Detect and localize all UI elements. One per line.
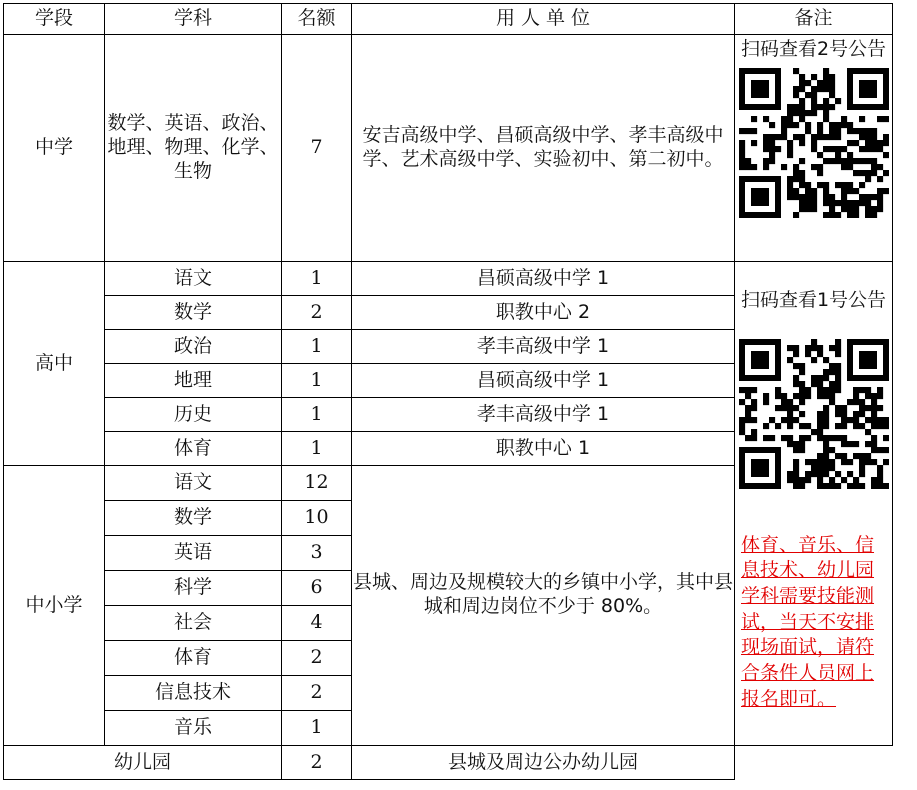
subject-cell: 英语 bbox=[105, 536, 282, 571]
header-subject: 学科 bbox=[105, 4, 282, 35]
quota-cell: 1 bbox=[282, 398, 352, 432]
remark-cell bbox=[735, 35, 893, 262]
subject-cell: 音乐 bbox=[105, 711, 282, 746]
employer-cell: 安吉高级中学、昌硕高级中学、孝丰高级中学、艺术高级中学、实验初中、第二初中。 bbox=[352, 35, 735, 262]
subject-cell: 社会 bbox=[105, 606, 282, 641]
quota-cell: 1 bbox=[282, 262, 352, 296]
header-employer: 用 人 单 位 bbox=[352, 4, 735, 35]
quota-cell: 2 bbox=[282, 641, 352, 676]
quota-cell: 2 bbox=[282, 676, 352, 711]
subject-cell: 信息技术 bbox=[105, 676, 282, 711]
header-row bbox=[4, 4, 893, 35]
header-stage: 学段 bbox=[4, 4, 105, 35]
remark-text: 扫码查看1号公告 bbox=[740, 289, 887, 311]
employer-cell: 昌硕高级中学 1 bbox=[352, 364, 735, 398]
skill-test-note: 体育、音乐、信息技术、幼儿园学科需要技能测试，当天不安排现场面试，请符合条件人员网上报名即可。 bbox=[741, 533, 875, 710]
subject-cell: 地理 bbox=[105, 364, 282, 398]
recruitment-table bbox=[3, 3, 893, 780]
quota-cell: 2 bbox=[282, 746, 352, 780]
stage-cell: 高中 bbox=[4, 262, 105, 466]
subject-cell: 政治 bbox=[105, 330, 282, 364]
employer-cell: 职教中心 1 bbox=[352, 432, 735, 466]
quota-cell: 7 bbox=[282, 35, 352, 262]
table-row bbox=[4, 262, 893, 296]
table-row bbox=[4, 746, 893, 780]
remark-text: 扫码查看2号公告 bbox=[740, 38, 887, 60]
quota-cell: 6 bbox=[282, 571, 352, 606]
subject-cell: 数学 bbox=[105, 501, 282, 536]
quota-cell: 4 bbox=[282, 606, 352, 641]
subject-cell: 数学 bbox=[105, 296, 282, 330]
subject-cell: 语文 bbox=[105, 262, 282, 296]
subject-cell: 语文 bbox=[105, 466, 282, 501]
stage-cell: 中小学 bbox=[4, 466, 105, 746]
quota-cell: 2 bbox=[282, 296, 352, 330]
quota-cell: 1 bbox=[282, 711, 352, 746]
table-row bbox=[4, 35, 893, 262]
subject-cell: 体育 bbox=[105, 432, 282, 466]
subject-cell: 科学 bbox=[105, 571, 282, 606]
stage-cell: 中学 bbox=[4, 35, 105, 262]
quota-cell: 12 bbox=[282, 466, 352, 501]
remark-cell bbox=[735, 262, 893, 746]
employer-cell: 孝丰高级中学 1 bbox=[352, 398, 735, 432]
qr-code-icon[interactable] bbox=[739, 68, 889, 218]
quota-cell: 3 bbox=[282, 536, 352, 571]
quota-cell: 1 bbox=[282, 432, 352, 466]
subject-cell: 体育 bbox=[105, 641, 282, 676]
header-quota: 名额 bbox=[282, 4, 352, 35]
employer-cell: 县城及周边公办幼儿园 bbox=[352, 746, 735, 780]
employer-cell: 孝丰高级中学 1 bbox=[352, 330, 735, 364]
employer-cell: 职教中心 2 bbox=[352, 296, 735, 330]
stage-cell: 幼儿园 bbox=[4, 746, 282, 780]
subject-cell: 历史 bbox=[105, 398, 282, 432]
employer-cell: 昌硕高级中学 1 bbox=[352, 262, 735, 296]
qr-code-icon[interactable] bbox=[739, 339, 889, 489]
quota-cell: 10 bbox=[282, 501, 352, 536]
employer-cell: 县城、周边及规模较大的乡镇中小学，其中县城和周边岗位不少于 80%。 bbox=[352, 466, 735, 746]
quota-cell: 1 bbox=[282, 330, 352, 364]
header-remark: 备注 bbox=[735, 4, 893, 35]
subject-cell: 数学、英语、政治、地理、物理、化学、生物 bbox=[105, 35, 282, 262]
quota-cell: 1 bbox=[282, 364, 352, 398]
